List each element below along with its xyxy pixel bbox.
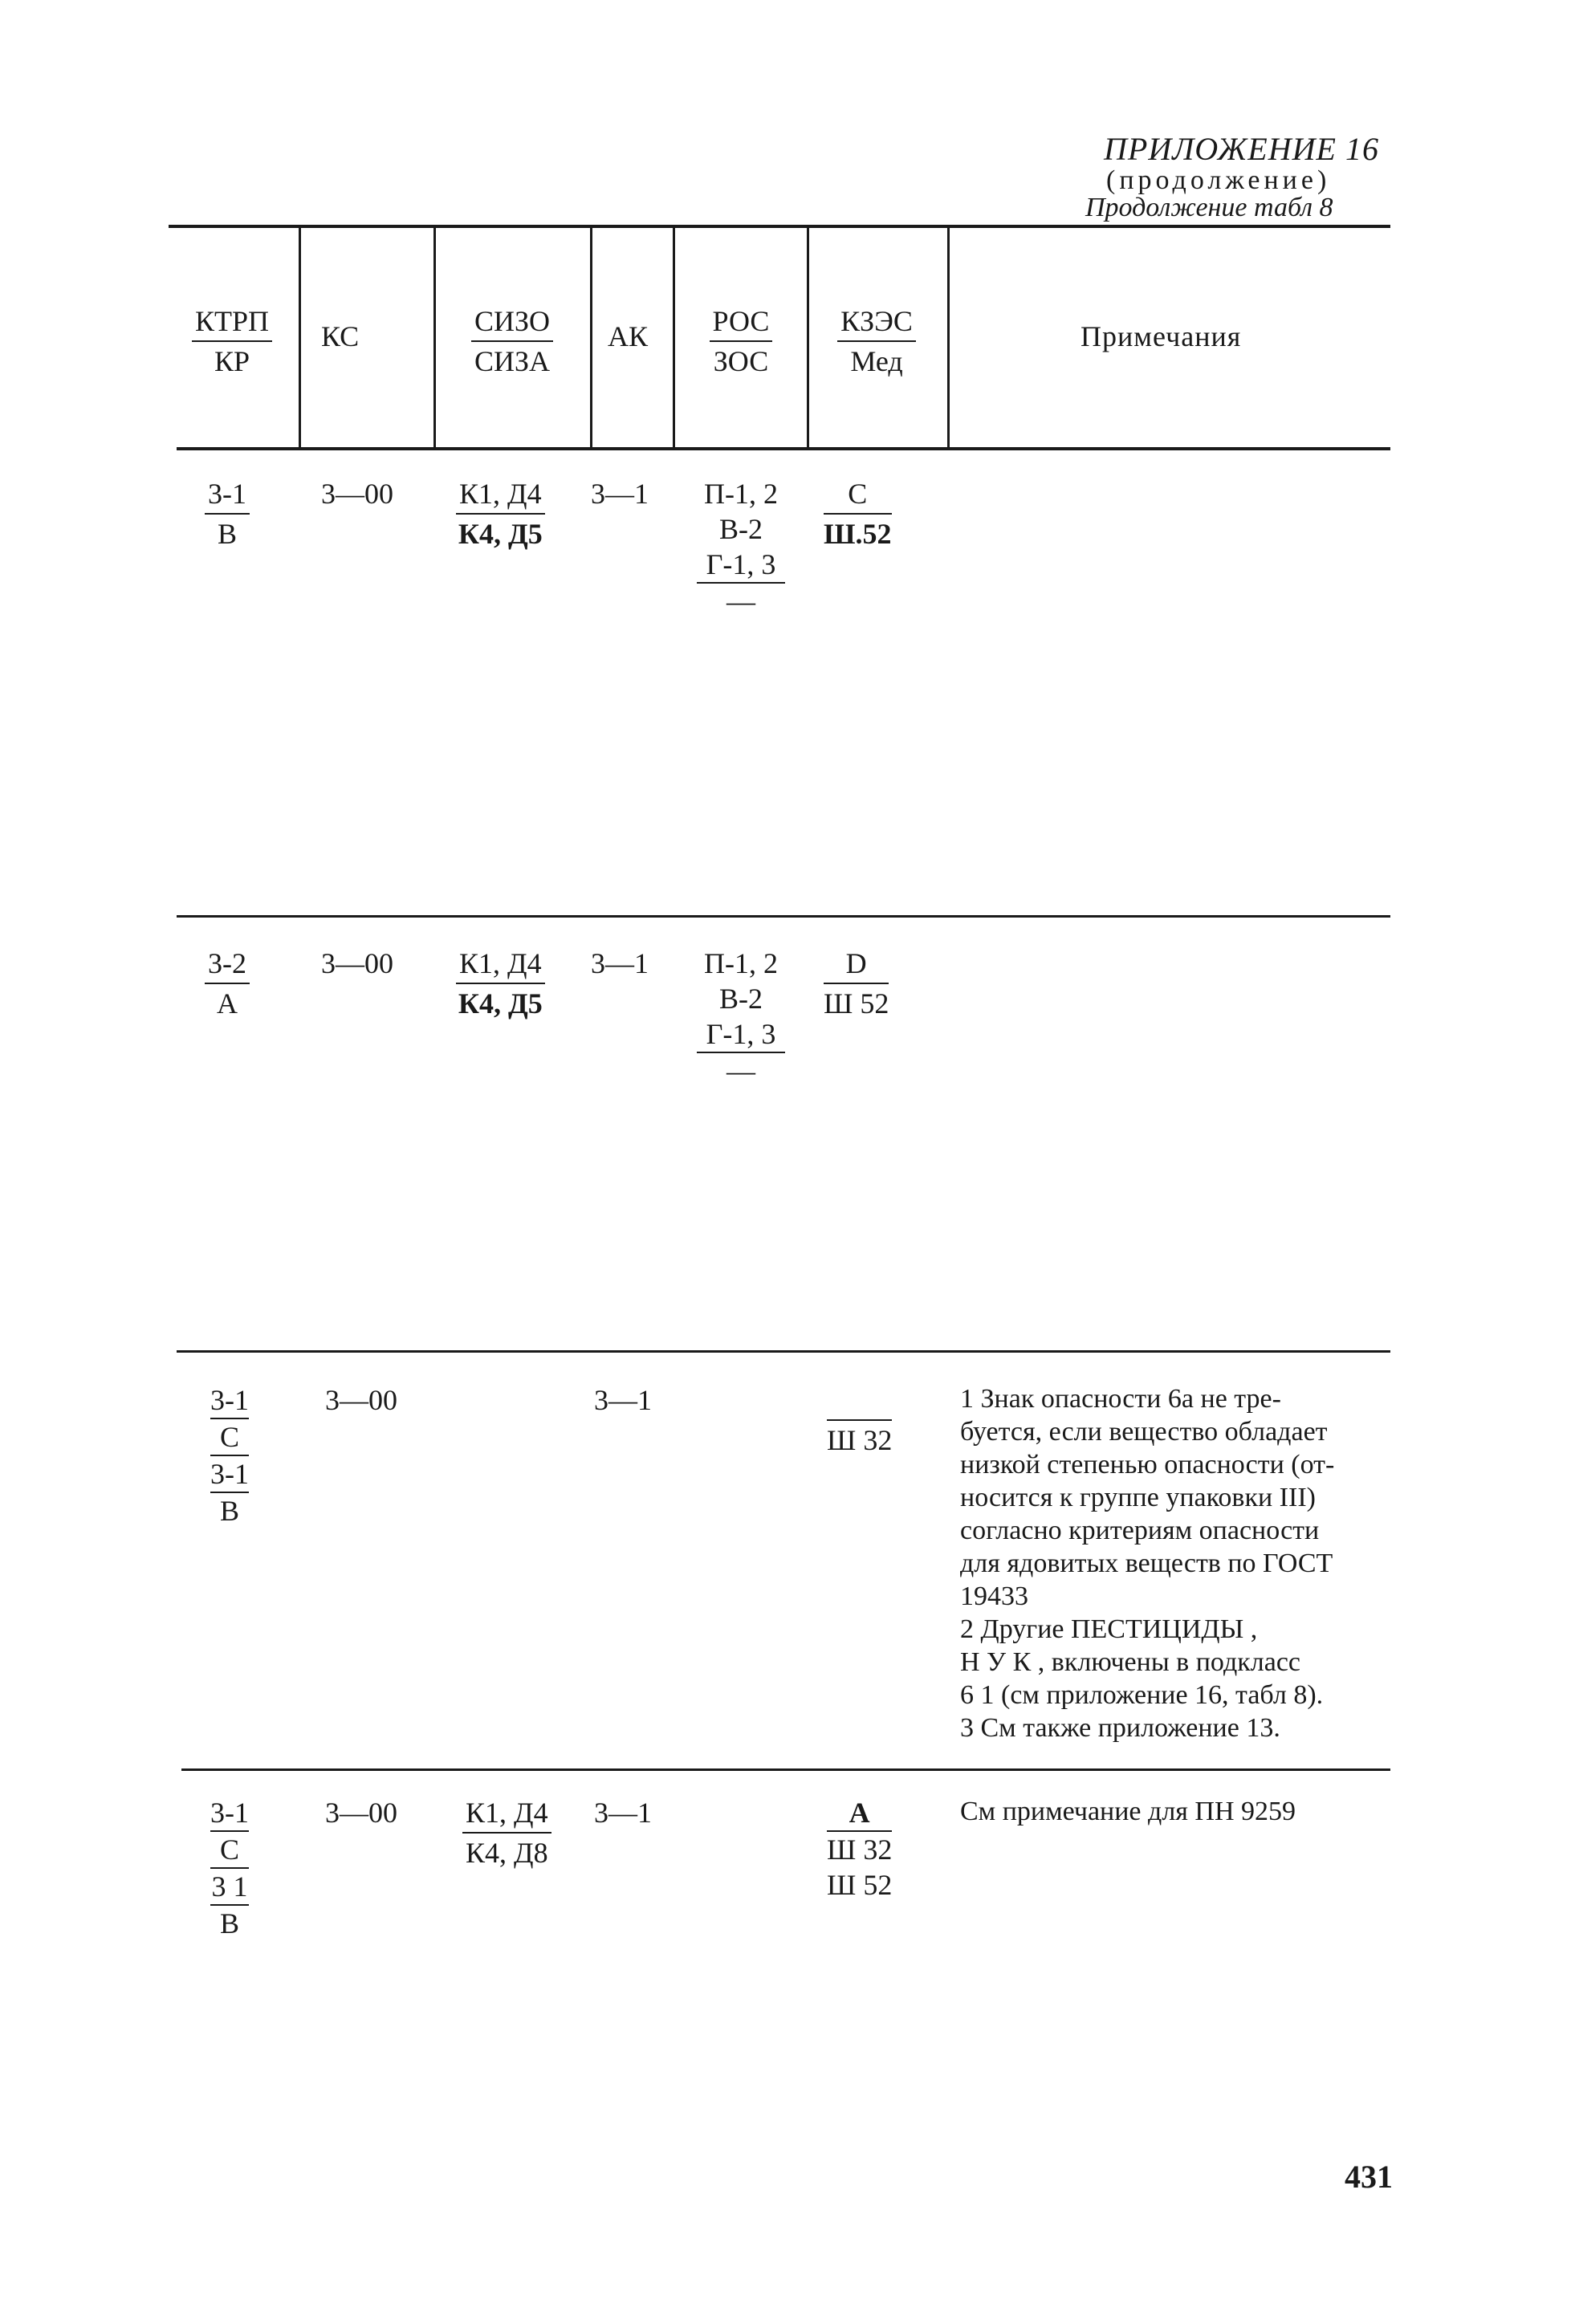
page-number: 431 <box>1345 2159 1393 2195</box>
row2-ak: 3—1 <box>591 947 649 979</box>
row4-ktrp-line: С <box>210 1832 249 1869</box>
row3-ktrp-line: С <box>210 1419 249 1456</box>
row1-kzes-med <box>824 476 892 551</box>
row1-ktrp: 3-1 <box>205 476 250 515</box>
header-sizo: СИЗО <box>471 303 553 342</box>
row4-med-line: Ш 52 <box>827 1869 893 1901</box>
row2-ks: 3—00 <box>321 947 393 979</box>
row3-ak: 3—1 <box>594 1384 652 1416</box>
note-line: 1 Знак опасности 6а не тре- <box>960 1384 1281 1414</box>
note-line: носится к группе упаковки III) <box>960 1483 1316 1512</box>
row3-ktrp-kr <box>210 1382 249 1528</box>
row3-ktrp-line: 3-1 <box>210 1456 249 1493</box>
header-kr: КР <box>214 345 250 377</box>
row4-med-line: Ш 32 <box>827 1834 893 1866</box>
row4-ktrp-line: 3 1 <box>210 1869 249 1906</box>
row4-ktrp-line: 3-1 <box>210 1795 249 1832</box>
note-line: 6 1 (см приложение 16, табл 8). <box>960 1680 1324 1710</box>
row4-siza: К4, Д8 <box>466 1837 548 1869</box>
row1-sizo-siza <box>456 476 545 551</box>
row1-zos: — <box>726 585 755 617</box>
row2-med: Ш 52 <box>824 987 889 1020</box>
header-ros: РОС <box>710 303 773 342</box>
row4-ktrp-line: В <box>219 1907 239 1939</box>
col-separator <box>807 228 809 447</box>
row3-med: Ш 32 <box>827 1419 892 1458</box>
row3-ktrp-line: В <box>219 1495 239 1527</box>
row-separator <box>181 1768 1390 1771</box>
row4-notes <box>960 1795 1296 1828</box>
row1-ros-zos <box>697 476 785 619</box>
row1-kr: В <box>217 518 237 550</box>
note-line: буется, если вещество обладает <box>960 1417 1328 1447</box>
row4-kzes: А <box>827 1795 892 1832</box>
row2-ros-zos <box>697 946 785 1089</box>
note-line: для ядовитых веществ по ГОСТ <box>960 1549 1333 1578</box>
note-line: См примечание для ПН 9259 <box>960 1797 1296 1826</box>
row2-kzes-med <box>824 946 889 1021</box>
row2-ktrp-kr <box>205 946 250 1021</box>
header-kzes-med <box>812 303 941 379</box>
row4-ktrp-kr <box>210 1795 249 1941</box>
row2-siza: К4, Д5 <box>458 987 543 1020</box>
row3-ks: 3—00 <box>325 1384 397 1416</box>
row2-sizo-siza <box>456 946 545 1021</box>
row4-ak: 3—1 <box>594 1797 652 1829</box>
header-zos: ЗОС <box>713 345 769 377</box>
table-top-rule <box>169 225 1390 228</box>
row1-ros-line: Г-1, 3 <box>697 547 785 584</box>
row1-kzes: С <box>824 476 892 515</box>
header-notes: Примечания <box>1081 320 1242 352</box>
col-separator <box>673 228 675 447</box>
header-sizo-siza <box>440 303 584 379</box>
row2-ros-line: П-1, 2 <box>704 947 778 979</box>
header-med: Мед <box>850 345 903 377</box>
header-ktrp: КТРП <box>192 303 272 342</box>
row1-ros-line: П-1, 2 <box>704 478 778 510</box>
note-line: согласно критериям опасности <box>960 1516 1320 1545</box>
row4-ks: 3—00 <box>325 1797 397 1829</box>
appendix-title: ПРИЛОЖЕНИЕ 16 <box>1104 131 1379 167</box>
row-separator <box>177 915 1390 918</box>
row3-ktrp-line: 3-1 <box>210 1382 249 1419</box>
continuation-label: (продолжение) <box>1106 165 1331 195</box>
row1-ks: 3—00 <box>321 478 393 510</box>
row1-siza: К4, Д5 <box>458 518 543 550</box>
col-separator <box>947 228 950 447</box>
row2-zos: — <box>726 1055 755 1087</box>
row1-ros-line: В-2 <box>719 513 763 545</box>
row4-kzes-med <box>827 1795 892 1903</box>
header-ak: АК <box>608 320 649 352</box>
row1-med: Ш.52 <box>824 518 892 550</box>
row1-sizo: К1, Д4 <box>456 476 545 515</box>
header-ros-zos <box>681 303 801 379</box>
header-siza: СИЗА <box>474 345 551 377</box>
col-separator <box>433 228 436 447</box>
row2-sizo: К1, Д4 <box>456 946 545 984</box>
row1-ak: 3—1 <box>591 478 649 510</box>
row2-ktrp: 3-2 <box>205 946 250 984</box>
row4-sizo-siza <box>462 1795 551 1870</box>
table-continuation-label: Продолжение табл 8 <box>1085 193 1333 222</box>
row2-kr: А <box>217 987 238 1020</box>
row2-kzes: D <box>824 946 889 984</box>
header-bottom-rule <box>177 447 1390 450</box>
note-line: Н У К , включены в подкласс <box>960 1647 1301 1677</box>
row2-ros-line: В-2 <box>719 983 763 1015</box>
col-separator <box>590 228 592 447</box>
header-kzes: КЗЭС <box>837 303 916 342</box>
row-separator <box>177 1350 1390 1353</box>
row3-notes <box>960 1382 1334 1744</box>
note-line: низкой степенью опасности (от- <box>960 1450 1335 1479</box>
row1-ktrp-kr <box>205 476 250 551</box>
row2-ros-line: Г-1, 3 <box>697 1016 785 1053</box>
note-line: 19433 <box>960 1581 1028 1611</box>
note-line: 2 Другие ПЕСТИЦИДЫ , <box>960 1614 1258 1644</box>
row4-sizo: К1, Д4 <box>462 1795 551 1834</box>
header-ktrp-kr <box>172 303 292 379</box>
col-separator <box>299 228 301 447</box>
header-ks: КС <box>321 320 360 352</box>
note-line: 3 См также приложение 13. <box>960 1713 1280 1743</box>
